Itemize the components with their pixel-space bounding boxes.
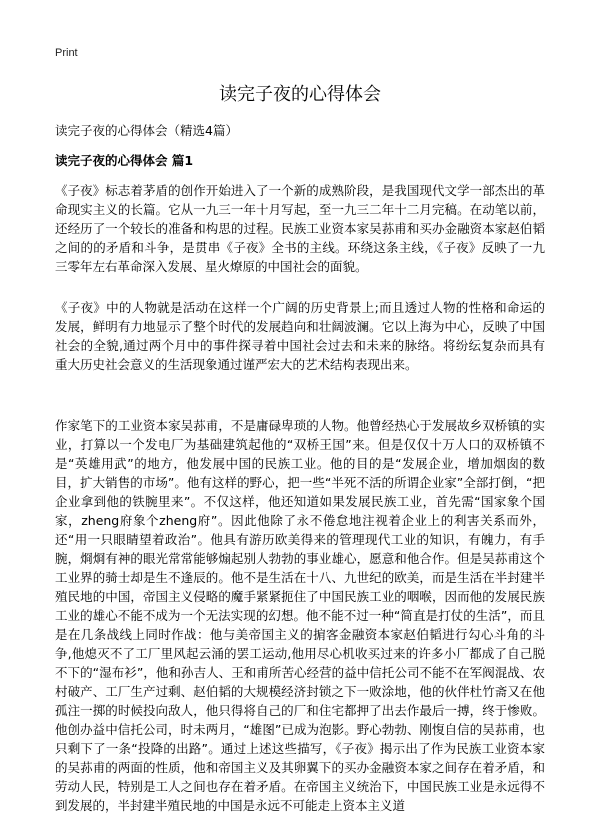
paragraph: 作家笔下的工业资本家吴荪甫，不是庸碌卑琐的人物。他曾经热心于发展故乡双桥镇的实业，打算以一个发电厂为基础建筑起他的“双桥王国”来。但是仅仅十万人口的双桥镇不是“英雄用武”的地方，他发展中国的民族工业。他的目的是“发展企业，增加烟囱的数目，扩大销售的市场”。他有这样的野心，把一些“半死不活的所谓企业家”全部打倒，“把企业拿到他的铁腕里来”。不仅这样，他还知道如果发展民族工业，首先需“国家象个国家，zheng府象个zheng府”。因此他除了永不倦怠地注视着企业上的利害关系而外，还“用一只眼睛望着政治”。他具有游历欧美得来的管理现代工业的知识，有魄力，有手腕，烱烱有神的眼光常常能够煽起别人勃勃的事业雄心，愿意和他合作。但是吴荪甫这个工业界的骑士却是生不逢辰的。他不是生活在十八、九世纪的欧美，而是生活在半封建半殖民地的中国，帝国主义侵略的魔手紧紧扼住了中国民族工业的咽喉，因而他的发展民族工业的雄心不能不成为一个无法实现的幻想。他不能不过一种“简直是打仗的生活”，而且是在几条战线上同时作战：他与美帝国主义的掮客金融资本家赵伯韬进行勾心斗角的斗争,他熄灭不了工厂里风起云涌的罢工运动,他用尽心机收买过来的许多小厂都成了自己脱不下的“湿布衫”，他和孙吉人、王和甫所苦心经营的益中信托公司不能不在军阀混战、农村破产、工厂生产过剩、赵伯韬的大规模经济封锁之下一败涂地，他的伙伴杜竹斋又在他孤注一掷的时候投向敌人，他只得将自己的厂和住宅都押了出去作最后一搏，终于惨败。他创办益中信托公司，时未两月，“雄图”已成为泡影。野心勃勃、刚愎自信的吴荪甫，也只剩下了一条“投降的出路”。通过上述这些描写，《子夜》揭示出了作为民族工业资本家的吴荪甫的两面的性质，他和帝国主义及其卵翼下的买办金融资本家之间存在着矛盾，和劳动人民，特别是工人之间也存在着矛盾。在帝国主义统治下，中国民族工业是永远得不到发展的，半封建半殖民地的中国是永远不可能走上资本主义道	[55, 418, 545, 813]
section-heading: 读完子夜的心得体会 篇1	[55, 153, 194, 168]
page-title: 读完子夜的心得体会	[219, 84, 381, 105]
paragraph: 《子夜》中的人物就是活动在这样一个广阔的历史背景上;而且透过人物的性格和命运的发展，鲜明有力地显示了整个时代的发展趋向和壮阔波澜。它以上海为中心，反映了中国社会的全貌,通过两个月中的事件探寻着中国社会过去和未来的脉络。将纷纭复杂而具有重大历史社会意义的生活现象通过谨严宏大的艺术结构表现出来。	[55, 300, 545, 372]
paragraph: 《子夜》标志着茅盾的创作开始进入了一个新的成熟阶段，是我国现代文学一部杰出的革命现实主义的长篇。它从一九三一年十月写起，至一九三二年十二月完稿。在动笔以前，还经历了一个较长的准备和构思的过程。民族工业资本家吴荪甫和买办金融资本家赵伯韬之间的的矛盾和斗争，是贯串《子夜》全书的主线。环绕这条主线，《子夜》反映了一九三零年左右革命深入发展、星火燎原的中国社会的面貌。	[55, 183, 545, 274]
print-link[interactable]: Print	[55, 47, 78, 59]
document-subtitle: 读完子夜的心得体会（精选4篇）	[55, 123, 238, 138]
